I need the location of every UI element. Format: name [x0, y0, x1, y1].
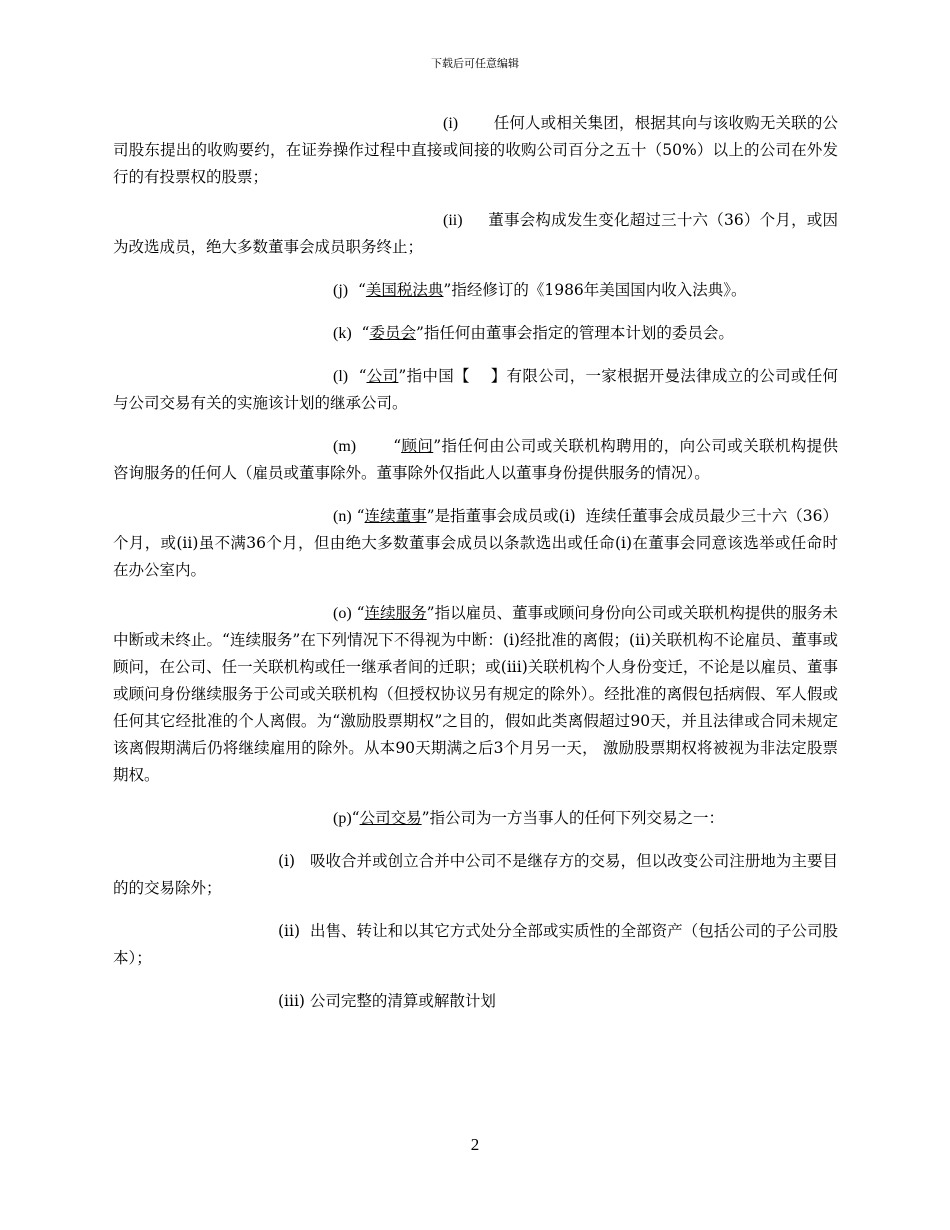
definition-text: ”指以雇员、董事或顾问身份向公司或关联机构提供的服务未中断或未终止。“连续服务”在下列情况下不得视为中断：(i)经批准的离假；(ii)关联机构不论雇员、董事或顾问，在公司、任一关联机构或任一继承者间的迁职；或(iii)关联机构个人身份变迁，不论是以雇员、董事或顾问身份继续服务于公司或关联机构（但授权协议另有规定的除外）。经批准的离假包括病假、军人假或任何其它经批准的个人离假。为“激励股票期权”之目的，假如此类离假超过90天，并且法律或合同未规定该离假期满后仍将继续雇用的除外。从本90天期满之后3个月另一天， 激励股票期权将被视为非法定股票期权。 [113, 604, 838, 784]
clause-ii-first [113, 207, 838, 261]
sub-clause-ii [113, 918, 838, 972]
definition-text: ”指经修订的《1986年美国国内收入法典》。 [443, 281, 747, 299]
page-header: 下载后可任意编辑 [431, 57, 519, 70]
defined-term: 公司交易 [359, 809, 422, 827]
clause-label: (n) [333, 508, 352, 525]
sub-clause-i [113, 848, 838, 902]
quote-open: “ [361, 324, 370, 342]
definition-text: ”是指董事会成员或(i) 连续任董事会成员最少三十六（36）个月，或(ii)虽不满36个月，但由绝大多数董事会成员以条款选出或任命(i)在董事会同意该选举或任命时在办公室内。 [113, 507, 838, 579]
clause-label: (k) [333, 325, 352, 342]
clause-label: (l) [333, 368, 349, 385]
document-body [113, 110, 838, 1031]
defined-term: 美国税法典 [365, 281, 444, 299]
quote-open: “ [356, 604, 365, 622]
quote-open: “ [351, 809, 360, 827]
gap [352, 324, 362, 342]
definition-text: ”指任何由公司或关联机构聘用的，向公司或关联机构提供咨询服务的任何人（雇员或董事除外。董事除外仅指此人以董事身份提供服务的情况）。 [113, 437, 838, 482]
quote-open: “ [356, 507, 365, 525]
sub-clause-iii [113, 988, 838, 1015]
definition-l [113, 363, 838, 417]
defined-term: 公司 [366, 367, 399, 385]
clause-text: 任何人或相关集团，根据其向与该收购无关联的公司股东提出的收购要约，在证券操作过程中直接或间接的收购公司百分之五十（50%）以上的公司在外发行的有投票权的股票； [113, 114, 838, 186]
gap [463, 211, 489, 229]
defined-term: 顾问 [401, 437, 434, 455]
definition-n [113, 503, 838, 584]
quote-open: “ [357, 281, 366, 299]
definition-text: ”指公司为一方当事人的任何下列交易之一： [421, 809, 725, 827]
clause-label: (o) [333, 605, 352, 622]
gap [458, 114, 494, 132]
page-number: 2 [470, 1135, 480, 1154]
definition-text: ”指任何由董事会指定的管理本计划的委员会。 [415, 324, 734, 342]
definition-k [113, 320, 838, 347]
clause-label: (i) [443, 115, 459, 132]
defined-term: 委员会 [369, 324, 416, 342]
gap [348, 281, 358, 299]
clause-label: (iii) [278, 992, 305, 1010]
clause-text: 出售、转让和以其它方式处分全部或实质性的全部资产（包括公司的子公司股本）； [113, 922, 838, 967]
clause-label: (j) [333, 282, 349, 299]
clause-text: 董事会构成发生变化超过三十六（36）个月，或因为改选成员，绝大多数董事会成员职务终止； [113, 211, 838, 256]
quote-open: “ [358, 367, 367, 385]
gap [300, 922, 310, 940]
gap [348, 367, 358, 385]
quote-open: “ [356, 437, 402, 455]
clause-label: (m) [333, 438, 357, 455]
defined-term: 连续董事 [364, 507, 427, 525]
clause-i-first [113, 110, 838, 191]
definition-m [113, 433, 838, 487]
definition-p [113, 805, 838, 832]
clause-label: (ii) [278, 922, 301, 940]
clause-text: 吸收合并或创立合并中公司不是继存方的交易，但以改变公司注册地为主要目的的交易除外； [113, 852, 839, 897]
definition-o [113, 600, 838, 789]
defined-term: 连续服务 [364, 604, 427, 622]
gap [295, 852, 310, 870]
clause-label: (ii) [443, 212, 463, 229]
clause-label: (p) [333, 810, 352, 827]
clause-label: (i) [278, 852, 296, 870]
clause-text: 公司完整的清算或解散计划 [309, 992, 496, 1010]
definition-text: ”指中国【 】有限公司，一家根据开曼法律成立的公司或任何与公司交易有关的实施该计划的继承公司。 [113, 367, 838, 412]
definition-j [113, 277, 838, 304]
